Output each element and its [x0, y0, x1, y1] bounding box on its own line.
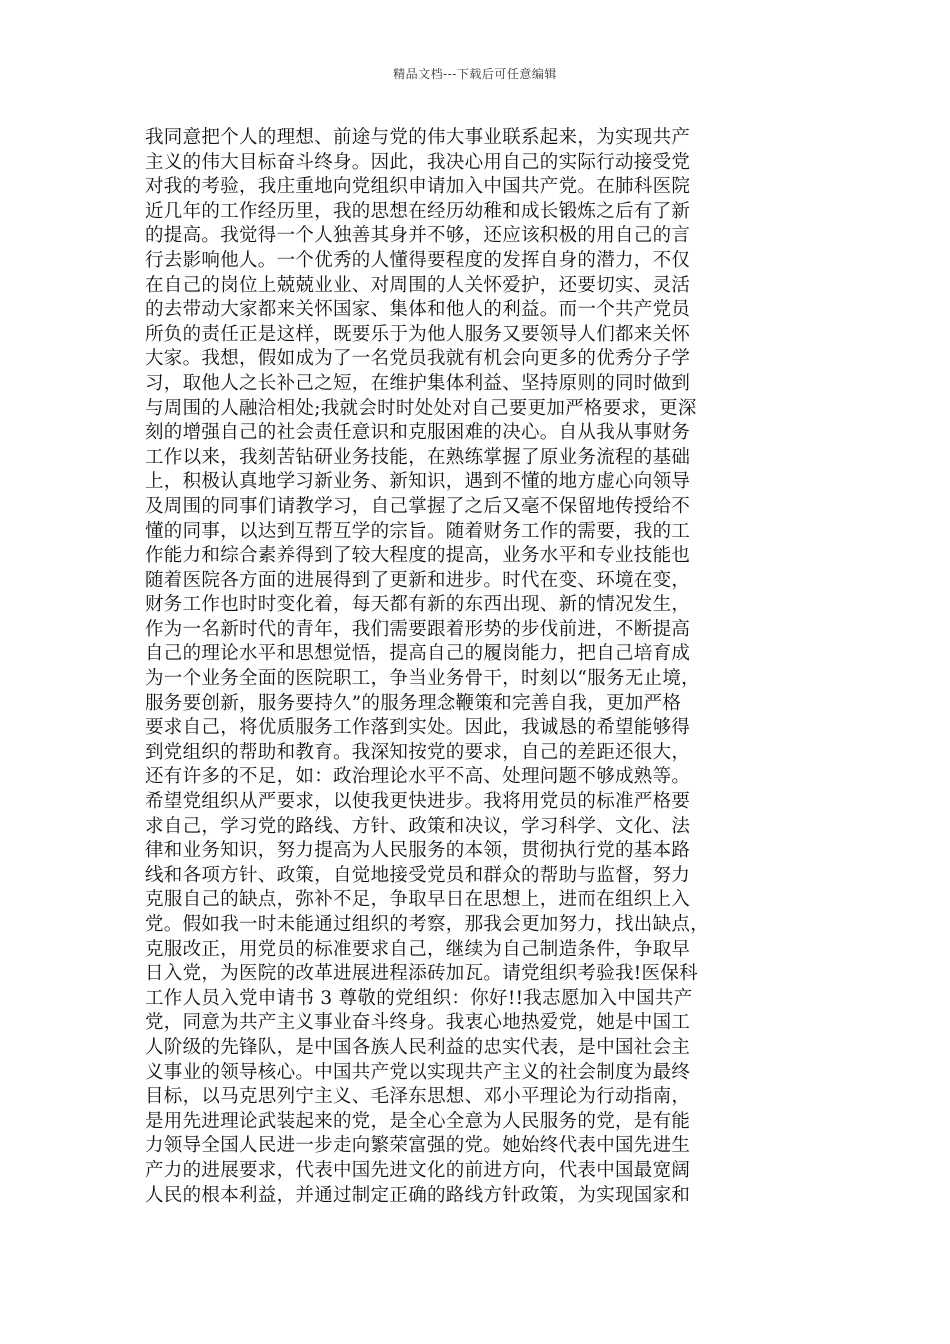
text-line: 行去影响他人。一个优秀的人懂得要程度的发挥自身的潜力，不仅	[145, 249, 691, 271]
text-line: 党，同意为共产主义事业奋斗终身。我衷心地热爱党，她是中国工	[145, 1012, 691, 1034]
text-line: 在自己的岗位上兢兢业业、对周围的人关怀爱护，还要切实、灵活	[145, 274, 691, 296]
text-line: 为一个业务全面的医院职工，争当业务骨干，时刻以“服务无止境，	[145, 668, 700, 690]
text-line: 大家。我想，假如成为了一名党员我就有机会向更多的优秀分子学	[145, 348, 691, 370]
text-line: 克服自己的缺点，弥补不足，争取早日在思想上，进而在组织上入	[145, 889, 691, 911]
text-line: 财务工作也时时变化着，每天都有新的东西出现、新的情况发生，	[145, 594, 691, 616]
text-line: 刻的增强自己的社会责任意识和克服困难的决心。自从我从事财务	[145, 422, 691, 444]
text-line: 人阶级的先锋队，是中国各族人民利益的忠实代表，是中国社会主	[145, 1036, 691, 1058]
text-line: 到党组织的帮助和教育。我深知按党的要求，自己的差距还很大，	[145, 741, 691, 763]
text-line: 律和业务知识，努力提高为人民服务的本领，贯彻执行党的基本路	[145, 840, 691, 862]
text-line: 工作以来，我刻苦钻研业务技能，在熟练掌握了原业务流程的基础	[145, 446, 691, 468]
text-line: 人民的根本利益，并通过制定正确的路线方针政策，为实现国家和	[145, 1184, 691, 1206]
text-line: 求自己，学习党的路线、方针、政策和决议，学习科学、文化、法	[145, 815, 691, 837]
text-line: 日入党，为医院的改革进展进程添砖加瓦。请党组织考验我!医保科	[145, 963, 698, 985]
text-line: 的去带动大家都来关怀国家、集体和他人的利益。而一个共产党员	[145, 299, 691, 321]
text-line: 自己的理论水平和思想觉悟，提高自己的履岗能力，把自己培育成	[145, 643, 691, 665]
text-line: 我同意把个人的理想、前途与党的伟大事业联系起来，为实现共产	[145, 127, 691, 148]
text-line: 产力的进展要求，代表中国先进文化的前进方向，代表中国最宽阔	[145, 1159, 691, 1181]
text-line: 所负的责任正是这样，既要乐于为他人服务又要领导人们都来关怀	[145, 323, 691, 345]
text-line: 主义的伟大目标奋斗终身。因此，我决心用自己的实际行动接受党	[145, 151, 691, 173]
text-line: 与周围的人融洽相处;我就会时时处处对自己要更加严格要求，更深	[145, 397, 697, 419]
text-line: 要求自己，将优质服务工作落到实处。因此，我诚恳的希望能够得	[145, 717, 691, 739]
text-line: 作能力和综合素养得到了较大程度的提高，业务水平和专业技能也	[145, 545, 691, 567]
text-line: 懂的同事，以达到互帮互学的宗旨。随着财务工作的需要，我的工	[145, 520, 691, 542]
text-line: 目标，以马克思列宁主义、毛泽东思想、邓小平理论为行动指南，	[145, 1086, 691, 1108]
text-line: 上，积极认真地学习新业务、新知识，遇到不懂的地方虚心向领导	[145, 471, 691, 493]
text-line: 的提高。我觉得一个人独善其身并不够，还应该积极的用自己的言	[145, 225, 691, 247]
text-line: 随着医院各方面的进展得到了更新和进步。时代在变、环境在变，	[145, 569, 691, 591]
text-line: 及周围的同事们请教学习，自己掌握了之后又毫不保留地传授给不	[145, 495, 691, 517]
text-line: 作为一名新时代的青年，我们需要跟着形势的步伐前进，不断提高	[145, 618, 691, 640]
text-line: 克服改正，用党员的标准要求自己，继续为自己制造条件，争取早	[145, 938, 691, 960]
page-header: 精品文档---下载后可任意编辑	[393, 67, 557, 81]
text-line: 力领导全国人民进一步走向繁荣富强的党。她始终代表中国先进生	[145, 1135, 691, 1157]
text-line: 近几年的工作经历里，我的思想在经历幼稚和成长锻炼之后有了新	[145, 200, 691, 222]
text-line: 是用先进理论武装起来的党，是全心全意为人民服务的党，是有能	[145, 1110, 691, 1132]
text-line: 还有许多的不足，如：政治理论水平不高、处理问题不够成熟等。	[145, 766, 691, 788]
text-line: 义事业的领导核心。中国共产党以实现共产主义的社会制度为最终	[145, 1061, 691, 1083]
text-line: 党。假如我一时未能通过组织的考察，那我会更加努力，找出缺点，	[145, 914, 710, 935]
text-line: 服务要创新，服务要持久”的服务理念鞭策和完善自我，更加严格	[145, 692, 682, 714]
text-line: 对我的考验，我庄重地向党组织申请加入中国共产党。在肺科医院	[145, 176, 691, 198]
body-text	[145, 126, 807, 1208]
text-line: 习，取他人之长补己之短，在维护集体利益、坚持原则的同时做到	[145, 372, 691, 394]
text-line: 线和各项方针、政策，自觉地接受党员和群众的帮助与监督，努力	[145, 864, 691, 886]
text-line: 工作人员入党申请书 3 尊敬的党组织：你好!!我志愿加入中国共产	[145, 987, 693, 1009]
text-line: 希望党组织从严要求，以使我更快进步。我将用党员的标准严格要	[145, 791, 691, 813]
